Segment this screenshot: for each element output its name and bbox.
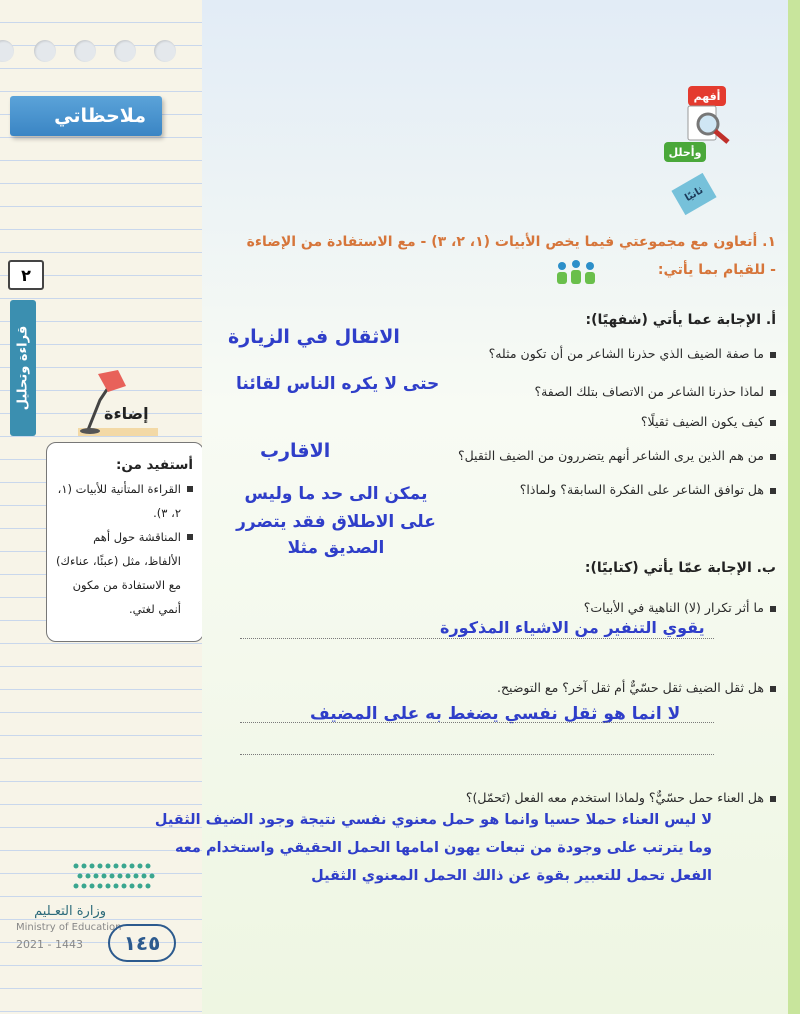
magnifier-icon: [686, 104, 732, 144]
second-badge: ثانيًا: [671, 173, 716, 215]
binder-hole: [34, 40, 56, 62]
ministry-name-ar: وزارة التعـليم: [34, 904, 106, 919]
answer-b1: يقوي التنفير من الاشياء المذكورة: [440, 618, 705, 637]
question-a1-text: ما صفة الضيف الذي حذرنا الشاعر من أن تكون مثله؟: [488, 346, 764, 361]
binder-hole: [114, 40, 136, 62]
question-a3-text: كيف يكون الضيف ثقيلًا؟: [640, 414, 764, 429]
tip-box: [46, 442, 204, 642]
answer-b3-line2: وما يترتب على وجودة من تبعات يهون امامها الحمل الحقيقي واستخدام معه: [174, 840, 712, 856]
question-a4: [458, 448, 776, 463]
question-a4-text: من هم الذين يرى الشاعر أنهم يتضررون من الضيف الثقيل؟: [457, 448, 764, 463]
tip-item: القراءة المتأنية للأبيات (١، ٢، ٣).: [55, 477, 193, 525]
answer-line: [240, 638, 714, 639]
question-b3-text: هل العناء حمل حسّيٌّ؟ ولماذا استخدم معه الفعل (تَحمّل)؟: [465, 790, 764, 805]
question-a1: [489, 346, 776, 361]
tip-item: المناقشة حول أهم الألفاظ، مثل (عبئًا، عناءك) مع الاستفادة من مكون أنمي لغتي.: [55, 525, 193, 621]
answer-a1: الاثقال في الزيارة: [228, 326, 400, 348]
content-area: [202, 0, 800, 1014]
tip-title: أستفيد من:: [115, 457, 193, 473]
answer-b2: لا انما هو ثقل نفسي يضغط به على المضيف: [310, 704, 681, 724]
question-a5-text: هل توافق الشاعر على الفكرة السابقة؟ ولماذا؟: [519, 482, 764, 497]
bullet: [770, 352, 776, 358]
bullet: [770, 420, 776, 426]
answer-b3-line3: الفعل تحمل للتعبير بقوة عن ذالك الحمل المعنوي الثقيل: [311, 868, 712, 884]
page-number: ١٤٥: [108, 924, 176, 962]
ministry-name-en: Ministry of Education: [16, 922, 122, 933]
section-b-title: ب. الإجابة عمّا يأتي (كتابيًا):: [584, 560, 776, 576]
bullet: [770, 796, 776, 802]
question-a2-text: لماذا حذرنا الشاعر من الاتصاف بتلك الصفة؟: [534, 384, 764, 399]
task-line-1: ١. أتعاون مع مجموعتي فيما يخص الأبيات (١، ٢، ٣) - مع الاستفادة من الإضاءة: [246, 234, 776, 250]
bullet: [770, 606, 776, 612]
answer-a5-line2: على الاطلاق فقد يتضرر: [236, 512, 436, 532]
tip-label: إضاءة: [104, 404, 149, 423]
question-b3: [466, 790, 776, 805]
question-a3: [641, 414, 776, 429]
task-line-2: - للقيام بما يأتي:: [657, 262, 776, 278]
page-edge: [788, 0, 800, 1014]
binder-hole: [154, 40, 176, 62]
notes-sidebar: [0, 0, 202, 1014]
answer-line: [240, 754, 714, 755]
section-strip-label: قراءة وتحليل: [15, 325, 31, 411]
answer-a5-line3: الصديق مثلا: [287, 538, 385, 558]
binder-hole: [0, 40, 14, 62]
group-work-icon: [554, 258, 600, 286]
question-b2: [497, 680, 776, 695]
binder-holes: [0, 40, 200, 64]
answer-a2: حتى لا يكره الناس لقائنا: [236, 374, 440, 394]
section-number: ٢: [8, 260, 44, 290]
section-a-title: أ. الإجابة عما يأتي (شفهيًا):: [585, 312, 776, 328]
analyze-badge: وأحلل: [664, 142, 706, 162]
question-a2: [534, 384, 776, 399]
bullet: [770, 488, 776, 494]
question-b1-text: ما أثر تكرار (لا) الناهية في الأبيات؟: [583, 600, 764, 615]
answer-b3-line1: لا ليس العناء حملا حسيا وانما هو حمل معنوي نفسي نتيجة وجود الضيف الثقيل: [154, 812, 712, 828]
question-a5: [520, 482, 776, 497]
bullet: [770, 454, 776, 460]
question-b1: [584, 600, 776, 615]
answer-a5-line1: يمكن الى حد ما وليس: [244, 484, 428, 504]
binder-hole: [74, 40, 96, 62]
question-b2-text: هل ثقل الضيف ثقل حسّيٌّ أم ثقل آخر؟ مع التوضيح.: [497, 680, 764, 695]
bullet: [770, 390, 776, 396]
notes-tab: ملاحظاتي: [10, 96, 162, 136]
answer-line: [240, 722, 714, 723]
section-strip: [10, 300, 36, 436]
answer-a4: الاقارب: [260, 440, 331, 462]
year-label: 2021 - 1443: [16, 938, 83, 951]
bullet: [770, 686, 776, 692]
understand-badge: أفهم: [688, 86, 726, 106]
